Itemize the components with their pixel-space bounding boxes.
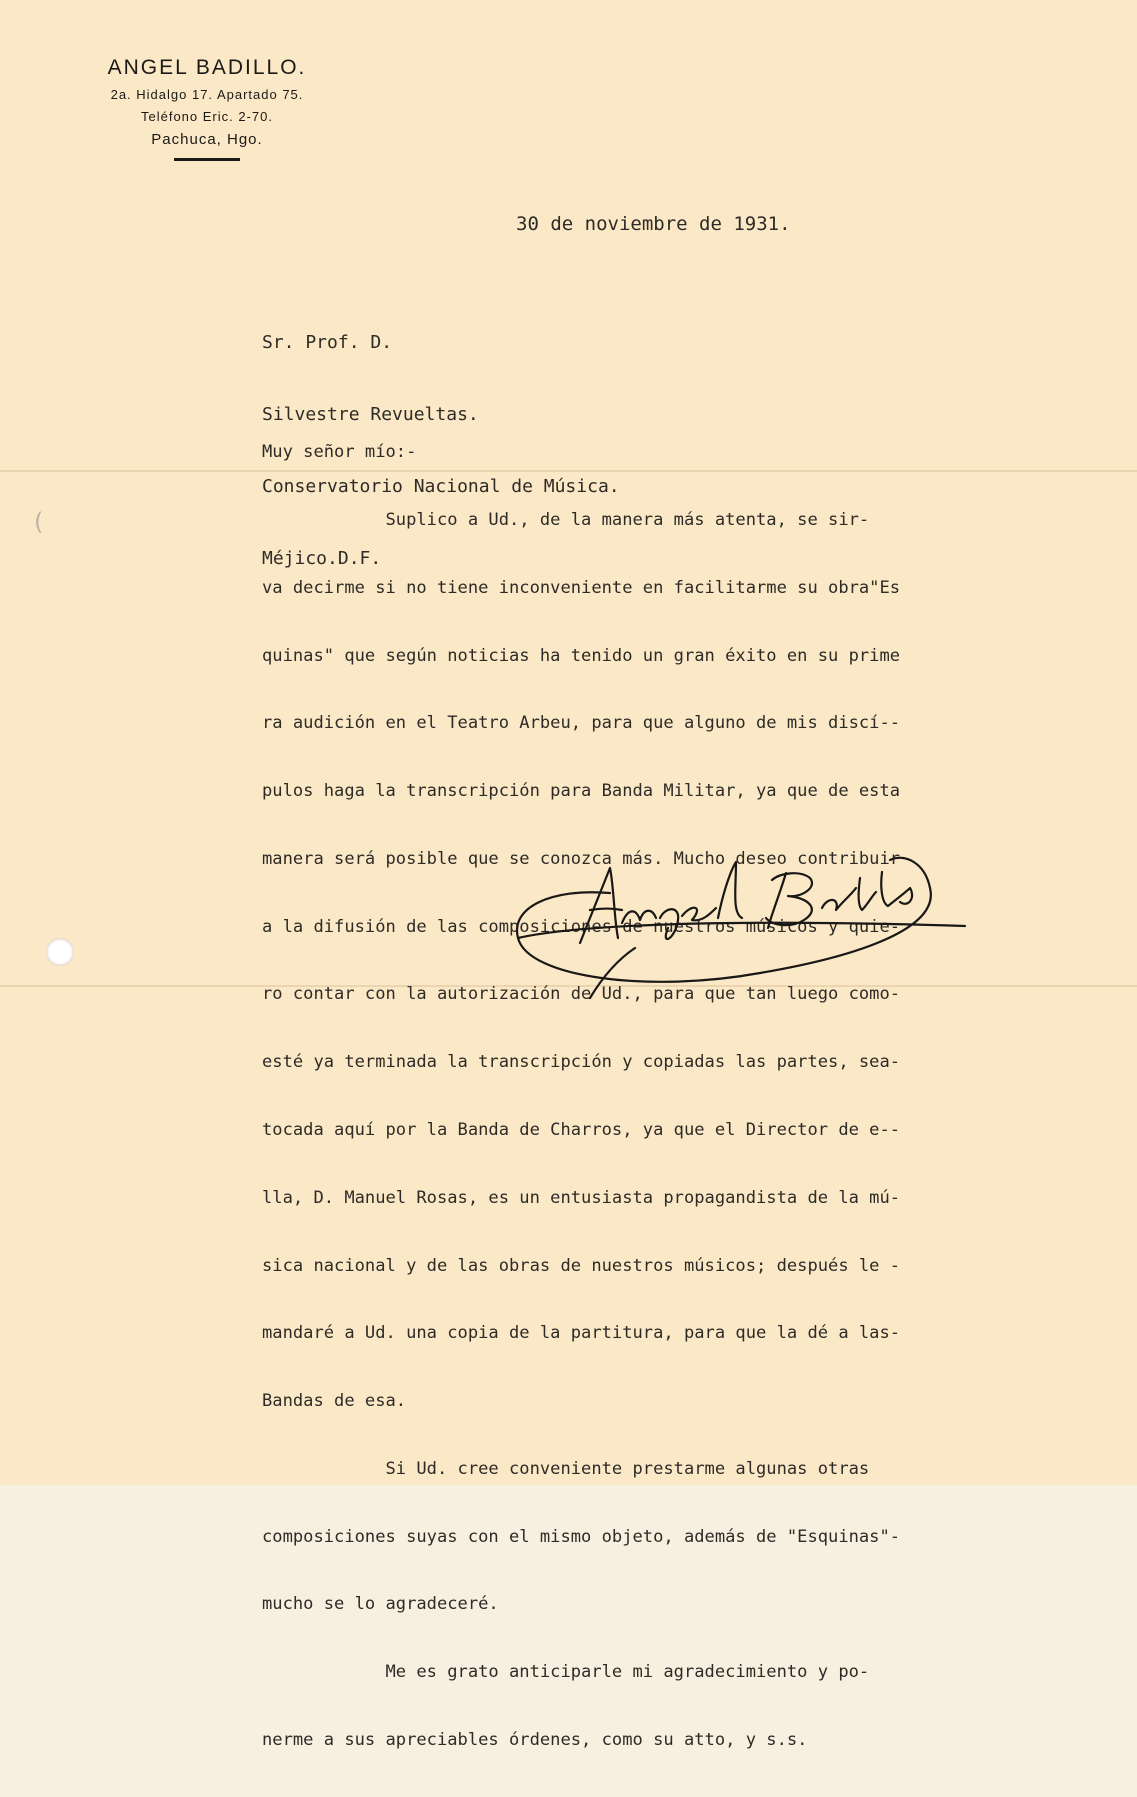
- body-line: mandaré a Ud. una copia de la partitura, para que la dé a las-: [262, 1323, 901, 1344]
- letterhead-rule: [174, 158, 240, 161]
- letterhead-city: Pachuca, Hgo.: [151, 131, 263, 148]
- recipient-line: Méjico.D.F.: [262, 548, 382, 569]
- paper-notch-mark: (: [34, 508, 44, 536]
- body-line: mucho se lo agradeceré.: [262, 1594, 499, 1615]
- letterhead-name: ANGEL BADILLO.: [107, 56, 307, 79]
- salutation: Muy señor mío:-: [262, 442, 417, 463]
- letter-body: [262, 396, 900, 1797]
- body-line: Suplico a Ud., de la manera más atenta, se sir-: [262, 509, 870, 530]
- body-line: esté ya terminada la transcripción y copiadas las partes, sea-: [262, 1052, 901, 1073]
- body-line: a la difusión de las composiciones de nuestros músicos y quie-: [262, 916, 901, 937]
- body-line: sica nacional y de las obras de nuestros músicos; después le -: [262, 1255, 901, 1276]
- body-line: pulos haga la transcripción para Banda Militar, ya que de esta: [262, 781, 901, 802]
- body-line: nerme a sus apreciables órdenes, como su atto, y s.s.: [262, 1730, 808, 1751]
- body-line: ra audición en el Teatro Arbeu, para que alguno de mis discí--: [262, 713, 901, 734]
- recipient-line: Silvestre Revueltas.: [262, 404, 479, 425]
- handwritten-signature: [510, 848, 970, 1008]
- body-line: Bandas de esa.: [262, 1391, 407, 1412]
- body-line: composiciones suyas con el mismo objeto, además de "Esquinas"-: [262, 1526, 901, 1547]
- recipient-line: Sr. Prof. D.: [262, 332, 393, 353]
- body-line: tocada aquí por la Banda de Charros, ya que el Director de e--: [262, 1120, 901, 1140]
- letterhead-phone: Teléfono Eric. 2-70.: [140, 109, 273, 124]
- letterhead: [54, 56, 360, 161]
- body-line: va decirme si no tiene inconveniente en facilitarme su obra"Es: [262, 577, 901, 598]
- body-line: ro contar con la autorización de Ud., para que tan luego como-: [262, 984, 901, 1005]
- recipient-line: Conservatorio Nacional de Música.: [262, 476, 620, 497]
- letterhead-address: 2a. Hidalgo 17. Apartado 75.: [110, 87, 304, 102]
- body-line: Si Ud. cree conveniente prestarme algunas otras: [262, 1458, 870, 1479]
- body-line: Me es grato anticiparle mi agradecimiento y po-: [262, 1662, 870, 1683]
- letter-date: 30 de noviembre de 1931.: [516, 213, 791, 235]
- punch-hole: [46, 938, 74, 966]
- body-line: quinas" que según noticias ha tenido un gran éxito en su prime: [262, 645, 901, 666]
- body-line: lla, D. Manuel Rosas, es un entusiasta propagandista de la mú-: [262, 1187, 901, 1208]
- body-line: manera será posible que se conozca más. Mucho deseo contribuir: [262, 848, 901, 869]
